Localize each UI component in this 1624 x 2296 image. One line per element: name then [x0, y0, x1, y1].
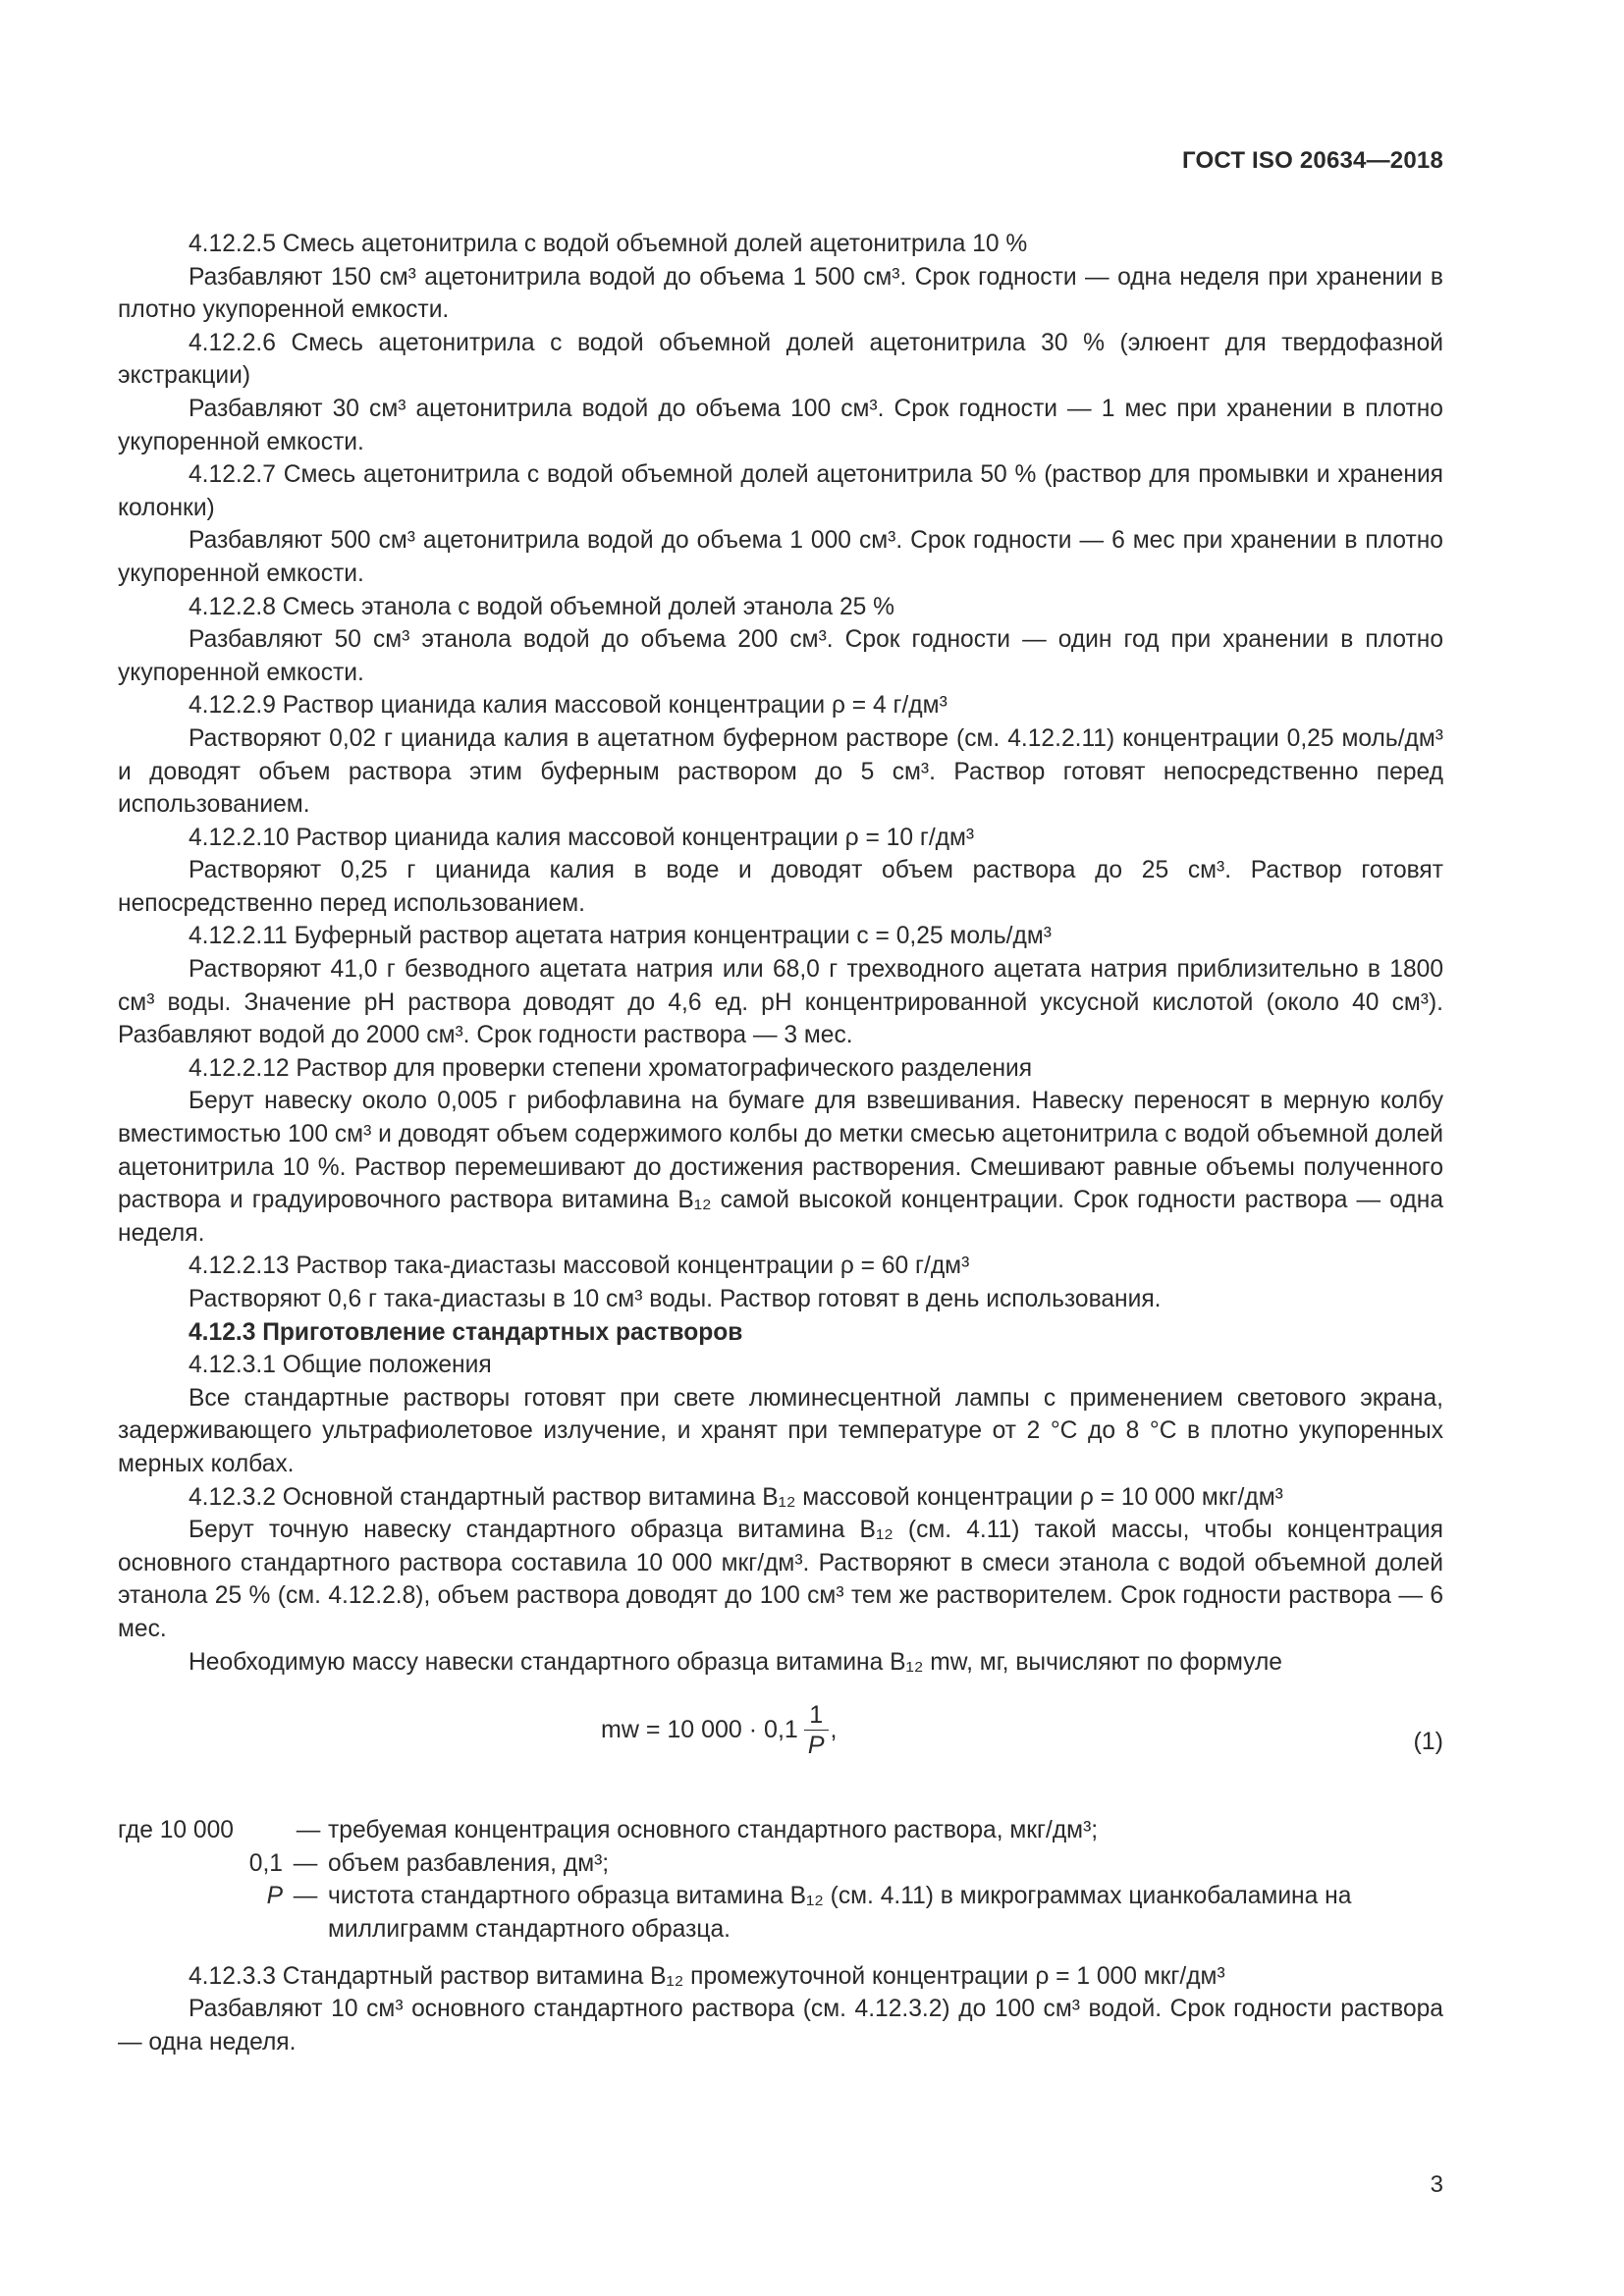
- formula: [601, 1700, 837, 1760]
- where-text: требуемая концентрация основного стандартного раствора, мкг/дм³;: [328, 1817, 1099, 1844]
- where-dash: —: [293, 1883, 318, 1910]
- paragraph: 4.12.3.1 Общие положения: [189, 1352, 492, 1379]
- paragraph: Растворяют 41,0 г безводного ацетата натрия или 68,0 г трехводного ацетата натрия приблизительно в 1800 см³ воды. Значение pH раствора доводят до 4,6 ед. pH концентрированной уксусной кислотой (около 40 см³). Разбавляют водой до 2000 см³. Срок годности раствора — 3 мес.: [118, 956, 1443, 1049]
- formula-fraction: [804, 1700, 829, 1760]
- paragraph: 4.12.3.2 Основной стандартный раствор витамина B₁₂ массовой концентрации ρ = 10 000 мкг/дм³: [189, 1483, 1283, 1511]
- formula-lhs: mw = 10 000 · 0,1: [601, 1715, 798, 1743]
- paragraph: Все стандартные растворы готовят при свете люминесцентной лампы с применением светового экрана, задерживающего ультрафиолетовое излучение, и хранят при температуре от 2 °C до 8 °C в плотно укупоренных мерных колбах.: [118, 1384, 1443, 1477]
- document-body: [118, 228, 1443, 2058]
- paragraph: Берут точную навеску стандартного образца витамина B₁₂ (см. 4.11) такой массы, чтобы концентрация основного стандартного раствора составила 10 000 мкг/дм³. Растворяют в смеси этанола с водой объемной долей этанола 25 % (см. 4.12.2.8), объем раствора доводят до 100 см³ тем же растворителем. Срок годности раствора — 6 мес.: [118, 1517, 1443, 1642]
- paragraph: 4.12.2.8 Смесь этанола с водой объемной долей этанола 25 %: [189, 593, 895, 620]
- document-header: ГОСТ ISO 20634—2018: [1182, 147, 1443, 174]
- paragraph: Разбавляют 10 см³ основного стандартного раствора (см. 4.12.3.2) до 100 см³ водой. Срок годности раствора — одна неделя.: [118, 1996, 1443, 2056]
- paragraph: 4.12.2.11 Буферный раствор ацетата натрия концентрации c = 0,25 моль/дм³: [189, 923, 1052, 950]
- paragraph: 4.12.3.3 Стандартный раствор витамина B₁₂ промежуточной концентрации ρ = 1 000 мкг/дм³: [189, 1962, 1225, 1990]
- paragraph: Берут навеску около 0,005 г рибофлавина на бумаге для взвешивания. Навеску переносят в мерную колбу вместимостью 100 см³ и доводят объем содержимого колбы до метки смесью ацетонитрила с водой объемной долей ацетонитрила 10 %. Раствор перемешивают до достижения растворения. Смешивают равные объемы полученного раствора и градуировочного раствора витамина B₁₂ самой высокой концентрации. Срок годности раствора — одна неделя.: [118, 1088, 1443, 1247]
- paragraph: 4.12.2.9 Раствор цианида калия массовой концентрации ρ = 4 г/дм³: [189, 692, 947, 720]
- where-item: [118, 1847, 1443, 1881]
- paragraph: 4.12.2.10 Раствор цианида калия массовой концентрации ρ = 10 г/дм³: [189, 824, 975, 851]
- paragraph: Растворяют 0,02 г цианида калия в ацетатном буферном растворе (см. 4.12.2.11) концентрации 0,25 моль/дм³ и доводят объем раствора этим буферным раствором до 5 см³. Раствор готовят непосредственно перед использованием.: [118, 724, 1443, 819]
- paragraph: Разбавляют 150 см³ ацетонитрила водой до объема 1 500 см³. Срок годности — одна неделя при хранении в плотно укупоренной емкости.: [118, 263, 1443, 324]
- paragraph: 4.12.2.5 Смесь ацетонитрила с водой объемной долей ацетонитрила 10 %: [189, 231, 1028, 257]
- where-label: 0,1: [248, 1849, 283, 1877]
- where-label: где 10 000: [118, 1817, 234, 1844]
- paragraph: Растворяют 0,25 г цианида калия в воде и доводят объем раствора до 25 см³. Раствор готовят непосредственно перед использованием.: [118, 857, 1443, 917]
- formula-trail: ,: [830, 1715, 838, 1743]
- formula-denominator: P: [804, 1730, 829, 1760]
- paragraph: 4.12.2.13 Раствор така-диастазы массовой концентрации ρ = 60 г/дм³: [189, 1253, 970, 1280]
- paragraph: Разбавляют 500 см³ ацетонитрила водой до объема 1 000 см³. Срок годности — 6 мес при хранении в плотно укупоренной емкости.: [118, 527, 1443, 587]
- where-text: чистота стандартного образца витамина B₁₂ (см. 4.11) в микрограммах цианкобаламина на миллиграмм стандартного образца.: [328, 1883, 1352, 1943]
- formula-block: [118, 1696, 1443, 1794]
- paragraph: Растворяют 0,6 г така-диастазы в 10 см³ воды. Раствор готовят в день использования.: [189, 1286, 1162, 1312]
- where-dash: —: [293, 1849, 318, 1877]
- where-label: P: [266, 1883, 283, 1910]
- section-heading: 4.12.3 Приготовление стандартных растворов: [189, 1318, 743, 1346]
- paragraph: 4.12.2.7 Смесь ацетонитрила с водой объемной долей ацетонитрила 50 % (раствор для промывки и хранения колонки): [118, 461, 1443, 521]
- formula-number: (1): [1413, 1728, 1443, 1756]
- page-number: 3: [1430, 2171, 1443, 2198]
- paragraph: 4.12.2.6 Смесь ацетонитрила с водой объемной долей ацетонитрила 30 % (элюент для твердофазной экстракции): [118, 329, 1443, 390]
- paragraph: Разбавляют 30 см³ ацетонитрила водой до объема 100 см³. Срок годности — 1 мес при хранении в плотно укупоренной емкости.: [118, 395, 1443, 455]
- formula-numerator: 1: [809, 1701, 824, 1730]
- paragraph: 4.12.2.12 Раствор для проверки степени хроматографического разделения: [189, 1054, 1033, 1082]
- paragraph: Необходимую массу навески стандартного образца витамина B₁₂ mw, мг, вычисляют по формуле: [189, 1648, 1282, 1676]
- paragraph: Разбавляют 50 см³ этанола водой до объема 200 см³. Срок годности — один год при хранении в плотно укупоренной емкости.: [118, 626, 1443, 686]
- where-item: [118, 1814, 1443, 1847]
- where-item: [118, 1880, 1443, 1946]
- where-dash: —: [296, 1817, 321, 1844]
- where-text: объем разбавления, дм³;: [328, 1849, 610, 1877]
